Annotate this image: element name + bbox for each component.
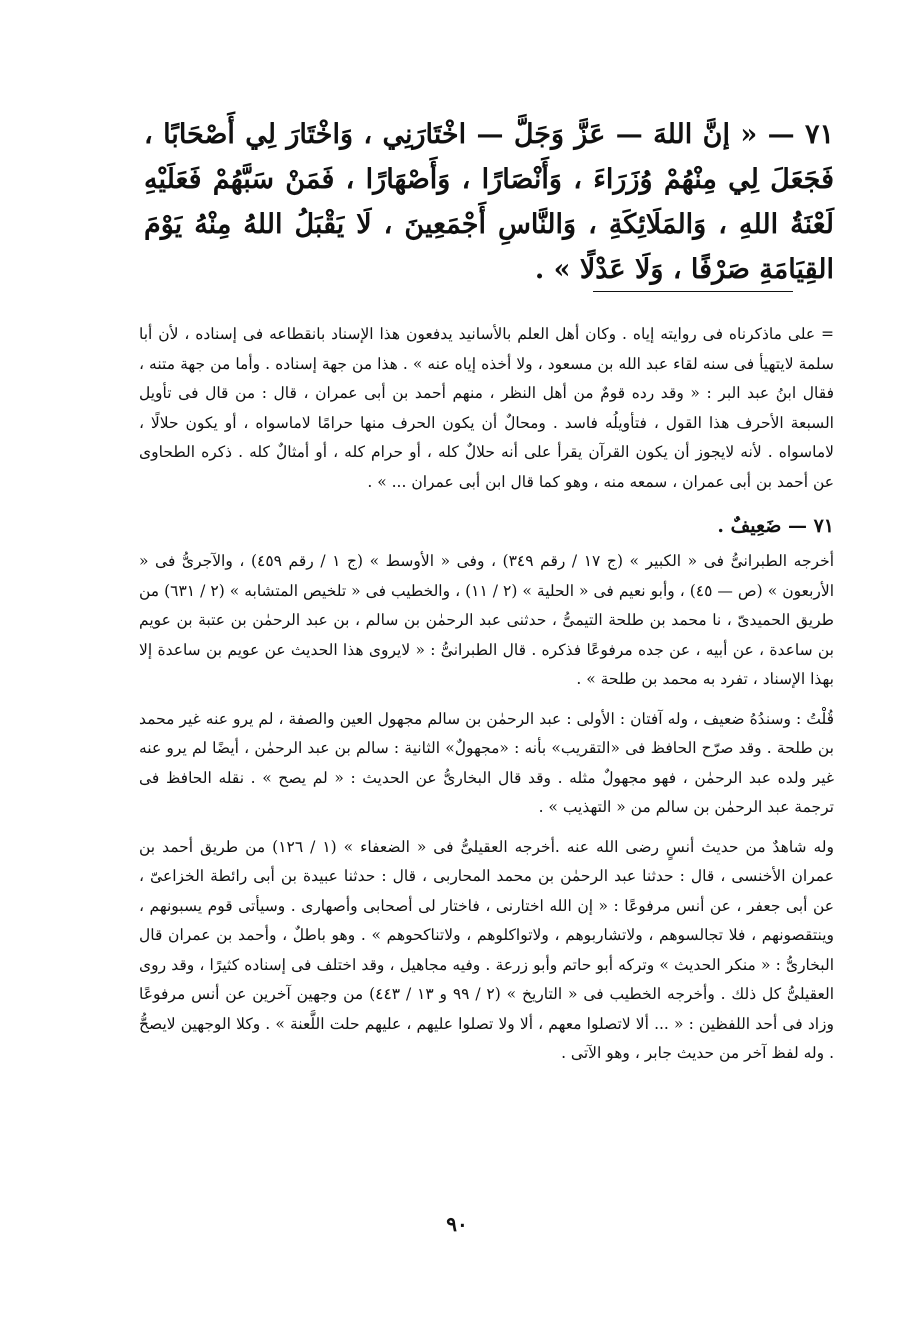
footnote-separator (593, 291, 793, 292)
hadith-text: ٧١ — « إنَّ اللهَ — عَزَّ وَجَلَّ — اخْتَارَنِي ، وَاخْتَارَ لِي أَصْحَابًا ، فَجَعَلَ لِي مِنْهُمْ وُزَرَاءَ ، وَأَنْصَارًا ، وَأَصْهَارًا ، فَمَنْ سَبَّهُمْ فَعَلَيْهِ لَعْنَةُ اللهِ ، وَالمَلَائِكَةِ ، وَالنَّاسِ أَجْمَعِينَ ، لَا يَقْبَلُ اللهُ مِنْهُ يَوْمَ القِيَامَةِ صَرْفًا ، وَلَا عَدْلًا » . (144, 119, 834, 285)
witness-paragraph: وله شاهدٌ من حديث أنسٍ رضى الله عنه .أخرجه العقيلىُّ فى « الضعفاء » (١ / ١٢٦) من طريق أحمد بن عمران الأخنسى ، قال : حدثنا عبد الرحمٰن بن محمد المحاربى ، قال : حدثنا عبيدة بن أبى رائطة الخزاعىّ ، عن أبى جعفر ، عن أنس مرفوعًا : « إن الله اختارنى ، فاختار لى أصحابى وأصهارى . وسيأتى قوم يسبونهم ، وينتقصونهم ، فلا تجالسوهم ، ولاتشاربوهم ، ولاتواكلوهم ، ولاتناكحوهم » . وهو باطلٌ ، وأحمد بن عمران قال البخارىُّ : « منكر الحديث » وتركه أبو حاتم وأبو زرعة . وفيه مجاهيل ، وقد اختلف فى إسناده كثيرًا ، وقد روى العقيلىُّ كل ذلك . وأخرجه الخطيب فى « التاريخ » (٢ / ٩٩ و ١٣ / ٤٤٣) من وجهين آخرين عن أنس مرفوعًا وزاد فى أحد اللفظين : « ... ألا لاتصلوا معهم ، ألا ولا تصلوا عليهم ، عليهم حلت اللَّعنة » . وكلا الوجهين لايصحُّ . وله لفظ آخر من حديث جابر ، وهو الآتى . (139, 837, 834, 1062)
footnotes-section (139, 320, 834, 1069)
page-number: ٩٠ (446, 1212, 468, 1236)
continuation-note: = على ماذكرناه فى روايته إياه . وكان أهل العلم بالأسانيد يدفعون هذا الإسناد بانقطاعه فى إسناده ، لأن أبا سلمة لايتهيأ فى سنه لقاء عبد الله بن مسعود ، ولا أخذه إياه عنه » . هذا من جهة إسناده . وأما من جهة متنه ، فقال ابنُ عبد البر : « وقد رده قومٌ من أهل النظر ، منهم أحمد بن أبى عمران ، قال : من قال فى تأويل السبعة الأحرف هذا القول ، فتأويلُه فاسد . ومحالٌ أن يكون الحرف منها حرامًا لاماسواه ، أو يكون حلالًا ، لاماسواه . لأنه لايجوز أن يكون القرآن يقرأ على أنه حلالٌ كله ، أو حرام كله ، أو أمثالٌ كله . ذكره الطحاوى عن أحمد بن أبى عمران ، سمعه منه ، وهو كما قال ابن أبى عمران ... » . (139, 325, 834, 491)
analysis-paragraph: قُلْتُ : وسندُهُ ضعيف ، وله آفتان : الأولى : عبد الرحمٰن بن سالم مجهول العين والصفة ، لم يرو عنه غير محمد بن طلحة . وقد صرّح الحافظ فى «التقريب» بأنه : «مجهولٌ» الثانية : سالم بن عبد الرحمٰن ، أيضًا لم يرو عنه غير ولده عبد الرحمٰن ، فهو مجهولٌ مثله . وقد قال البخارىُّ عن الحديث : « لم يصح » . نقله الحافظ فى ترجمة عبد الرحمٰن بن سالم من « التهذيب » . (139, 709, 834, 816)
hadith-block (144, 112, 834, 292)
hadith-grade-heading: ٧١ — ضَعِيفٌ . (717, 515, 834, 537)
takhrij-paragraph: أخرجه الطبرانىُّ فى « الكبير » (ج ١٧ / رقم ٣٤٩) ، وفى « الأوسط » (ج ١ / رقم ٤٥٩) ، والآجرىُّ فى « الأربعون » (ص — ٤٥) ، وأبو نعيم فى « الحلية » (٢ / ١١) ، والخطيب فى « تلخيص المتشابه » (٢ / ٦٣١) من طريق الحميدىّ ، نا محمد بن طلحة التيمىُّ ، حدثنى عبد الرحمٰن بن سالم ، بن عبد الرحمٰن بن عتبة بن عويم بن ساعدة ، عن أبيه ، عن جده مرفوعًا فذكره . قال الطبرانىُّ : « لايروى هذا الحديث عن عويم بن ساعدة إلا بهذا الإسناد ، تفرد به محمد بن طلحة » . (139, 552, 835, 688)
